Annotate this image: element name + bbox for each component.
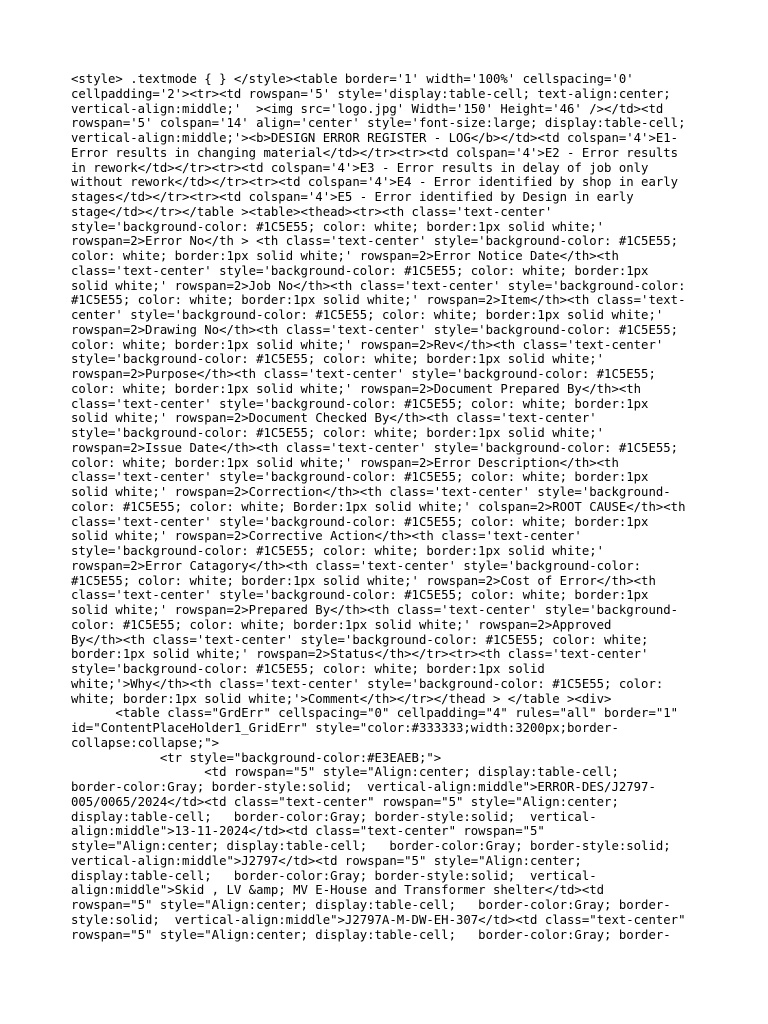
text-line: style='background-color: #1C5E55; color: white; border:1px solid (71, 662, 545, 676)
text-line: border-color:Gray; border-style:solid; vertical-align:middle">ERROR-DES/J2797- (71, 780, 656, 794)
text-line: id="ContentPlaceHolder1_GridErr" style="color:#333333;width:3200px;border- (71, 721, 619, 735)
text-line: without rework</td></tr><tr><td colspan='4'>E4 - Error identified by shop in early (71, 175, 679, 190)
text-line: vertical-align:middle;' ><img src='logo.jpg' Width='150' Height='46' /></td><td (71, 101, 664, 116)
text-line: #1C5E55; color: white; border:1px solid white;' rowspan=2>Item</th><th class='text- (71, 293, 686, 308)
text-line: <td rowspan="5" style="Align:center; display:table-cell; (71, 765, 619, 780)
text-line: display:table-cell; border-color:Gray; border-style:solid; vertical- (71, 868, 597, 883)
text-line: rowspan=2>Purpose</th><th class='text-center' style='background-color: #1C5E55; (71, 367, 656, 381)
text-line: display:table-cell; border-color:Gray; border-style:solid; vertical- (71, 809, 597, 824)
text-line: rowspan=2>Drawing No</th><th class='text-center' style='background-color: #1C5E55; (71, 322, 679, 337)
text-line: color: white; border:1px solid white;' rowspan=2>Rev</th><th class='text-center' (71, 337, 664, 352)
text-line: white; border:1px solid white;'>Comment</th></tr></thead > </table ><div> (71, 691, 612, 706)
text-line: cellpadding='2'><tr><td rowspan='5' style='display:table-cell; text-align:center; (71, 86, 671, 101)
text-line: style="Align:center; display:table-cell; border-color:Gray; border-style:solid; (71, 839, 671, 853)
text-line: class='text-center' style='background-color: #1C5E55; color: white; border:1px (71, 514, 649, 529)
text-line: align:middle">Skid , LV &amp; MV E-House and Transformer shelter</td><td (71, 883, 605, 898)
text-line: in rework</td></tr><tr><td colspan='4'>E3 - Error results in delay of job only (71, 160, 649, 175)
text-line: 005/0065/2024</td><td class="text-center" rowspan="5" style="Align:center; (71, 794, 619, 809)
text-line: style='background-color: #1C5E55; color: white; border:1px solid white;' (71, 544, 605, 558)
text-line: rowspan=2>Error No</th > <th class='text-center' style='background-color: #1C5E55; (71, 234, 679, 249)
text-line: style='background-color: #1C5E55; color: white; border:1px solid white;' (71, 426, 605, 440)
text-line: style='background-color: #1C5E55; color: white; border:1px solid white;' (71, 352, 605, 367)
text-line: align:middle">13-11-2024</td><td class="text-center" rowspan="5" (71, 824, 545, 839)
text-line: vertical-align:middle">J2797</td><td rowspan="5" style="Align:center; (71, 853, 582, 868)
text-line: color: white; border:1px solid white;' rowspan=2>Error Description</th><th (71, 455, 619, 470)
text-line: white;'>Why</th><th class='text-center' style='background-color: #1C5E55; color: (71, 676, 664, 691)
text-line: class='text-center' style='background-color: #1C5E55; color: white; border:1px (71, 588, 649, 603)
text-line: center' style='background-color: #1C5E55; color: white; border:1px solid white;' (71, 308, 664, 322)
text-line: color: #1C5E55; color: white; Border:1px solid white;' colspan=2>ROOT CAUSE</th><th (71, 499, 686, 514)
text-line: color: #1C5E55; color: white; border:1px solid white;' rowspan=2>Approved (71, 617, 612, 632)
text-line: class='text-center' style='background-color: #1C5E55; color: white; border:1px (71, 470, 649, 485)
text-line: stages</td></tr><tr><td colspan='4'>E5 - Error identified by Design in early (71, 190, 634, 204)
text-line: solid white;' rowspan=2>Corrective Action</th><th class='text-center' (71, 529, 582, 544)
text-line: solid white;' rowspan=2>Correction</th><th class='text-center' style='background- (71, 485, 671, 499)
text-line: color: white; border:1px solid white;' rowspan=2>Document Prepared By</th><th (71, 381, 642, 396)
text-line: solid white;' rowspan=2>Job No</th><th class='text-center' style='background-color: (71, 278, 686, 293)
text-line: style='background-color: #1C5E55; color: white; border:1px solid white;' (71, 219, 605, 234)
text-line: #1C5E55; color: white; border:1px solid white;' rowspan=2>Cost of Error</th><th (71, 573, 656, 588)
source-code-text (71, 72, 701, 942)
text-line: rowspan=2>Issue Date</th><th class='text-center' style='background-color: #1C5E55; (71, 440, 679, 455)
text-line: color: white; border:1px solid white;' rowspan=2>Error Notice Date</th><th (71, 249, 619, 263)
text-line: rowspan="5" style="Align:center; display:table-cell; border-color:Gray; border- (71, 927, 671, 942)
text-line: style:solid; vertical-align:middle">J2797A-M-DW-EH-307</td><td class="text-center" (71, 912, 686, 927)
text-line: class='text-center' style='background-color: #1C5E55; color: white; border:1px (71, 263, 649, 278)
text-line: rowspan="5" style="Align:center; display:table-cell; border-color:Gray; border- (71, 898, 671, 912)
text-line: collapse:collapse;"> (71, 735, 220, 750)
text-line: <style> .textmode { } </style><table border='1' width='100%' cellspacing='0' (71, 72, 634, 86)
text-line: By</th><th class='text-center' style='background-color: #1C5E55; color: white; (71, 632, 649, 647)
text-line: solid white;' rowspan=2>Document Checked By</th><th class='text-center' (71, 411, 597, 426)
text-line: vertical-align:middle;'><b>DESIGN ERROR REGISTER - LOG</b></td><td colspan='4'>E1- (71, 131, 679, 145)
text-line: <table class="GrdErr" cellspacing="0" cellpadding="4" rules="all" border="1" (71, 706, 679, 721)
text-line: rowspan='5' colspan='14' align='center' style='font-size:large; display:table-cell; (71, 116, 686, 131)
text-line: Error results in changing material</td></tr><tr><td colspan='4'>E2 - Error results (71, 145, 679, 160)
text-line: border:1px solid white;' rowspan=2>Status</th></tr><tr><th class='text-center' (71, 647, 649, 662)
text-line: <tr style="background-color:#E3EAEB;"> (71, 750, 442, 765)
text-line: solid white;' rowspan=2>Prepared By</th><th class='text-center' style='background- (71, 603, 679, 617)
text-line: stage</td></tr></table ><table><thead><tr><th class='text-center' (71, 204, 553, 219)
text-line: rowspan=2>Error Catagory</th><th class='text-center' style='background-color: (71, 558, 642, 573)
text-line: class='text-center' style='background-color: #1C5E55; color: white; border:1px (71, 396, 649, 411)
